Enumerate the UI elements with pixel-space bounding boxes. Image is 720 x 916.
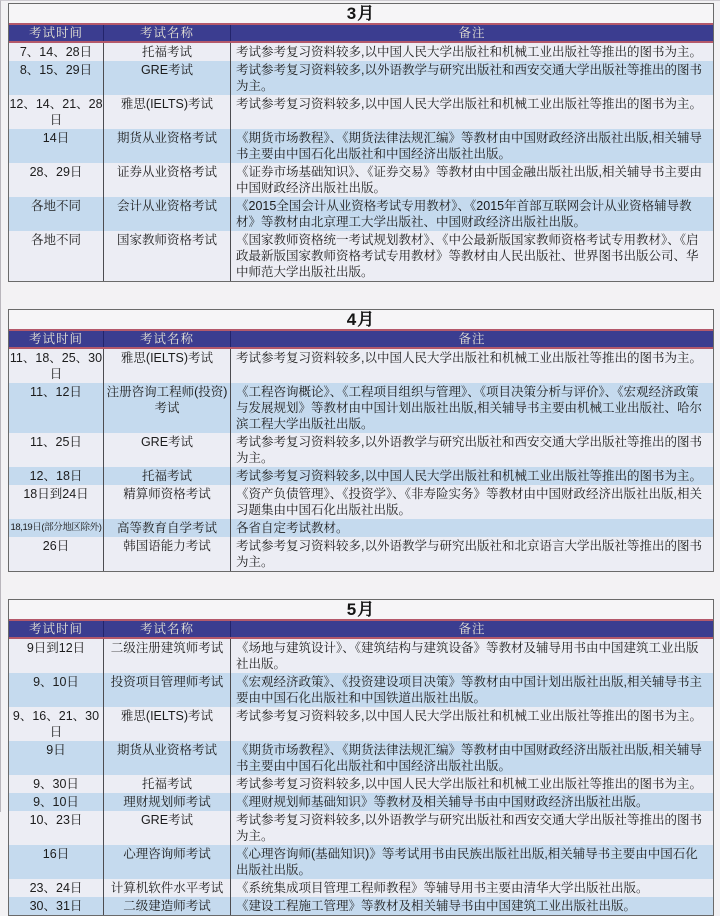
exam-note-cell: 《证券市场基础知识》、《证券交易》等教材由中国金融出版社出版,相关辅导书主要由中国财政经济出版社出版。 [230,163,713,197]
exam-name-cell: 高等教育自学考试 [103,519,230,537]
exam-name-cell: 期货从业资格考试 [103,129,230,163]
exam-time-cell: 18,19日(部分地区除外) [10,522,102,533]
april-exam-table [8,309,714,572]
col-header-exam-time: 考试时间 [28,622,83,636]
exam-name-cell: GRE考试 [103,811,230,845]
col-header-notes: 备注 [230,331,713,347]
table-title-may: 5月 [346,600,376,619]
table-row [9,231,713,281]
table-header-row [9,619,713,639]
exam-note-cell: 《资产负债管理》、《投资学》、《非寿险实务》等教材由中国财政经济出版社出版,相关习题集由中国石化出版社出版。 [230,485,713,519]
exam-time-cell: 18日到24日 [23,487,89,501]
exam-time-cell: 9、30日 [33,777,79,791]
exam-name-cell: 注册咨询工程师(投资)考试 [103,383,230,433]
exam-name-cell: 心理咨询师考试 [103,845,230,879]
table-row [9,163,713,197]
exam-time-cell: 12、18日 [29,469,83,483]
exam-note-cell: 考试参考复习资料较多,以中国人民大学出版社和机械工业出版社等推出的图书为主。 [230,707,713,741]
exam-note-cell: 《2015全国会计从业资格考试专用教材》、《2015年首部互联网会计从业资格辅导教材》等教材由北京理工大学出版社、中国财政经济出版社出版。 [230,197,713,231]
exam-name-cell: 投资项目管理师考试 [103,673,230,707]
table-title-april: 4月 [346,310,376,329]
may-exam-table [8,599,714,916]
col-header-notes: 备注 [230,25,713,41]
exam-note-cell: 考试参考复习资料较多,以中国人民大学出版社和机械工业出版社等推出的图书为主。 [230,349,713,383]
col-header-exam-time: 考试时间 [28,26,83,40]
table-row [9,349,713,383]
exam-time-cell: 9、10日 [33,795,79,809]
table-row [9,433,713,467]
exam-note-cell: 各省自定考试教材。 [230,519,713,537]
table-title-march: 3月 [346,4,376,23]
march-exam-table [8,3,714,282]
exam-time-cell: 9日到12日 [26,641,86,655]
exam-note-cell: 考试参考复习资料较多,以外语教学与研究出版社和北京语言大学出版社等推出的图书为主。 [230,537,713,571]
exam-note-cell: 《建设工程施工管理》等教材及相关辅导书由中国建筑工业出版社出版。 [230,897,713,915]
table-row [9,519,713,537]
table-row [9,639,713,673]
table-body-april [9,349,713,571]
exam-time-cell: 7、14、28日 [19,45,93,59]
exam-name-cell: 计算机软件水平考试 [103,879,230,897]
table-row [9,129,713,163]
exam-note-cell: 考试参考复习资料较多,以中国人民大学出版社和机械工业出版社等推出的图书为主。 [230,95,713,129]
exam-time-cell: 11、18、25、30日 [9,351,103,381]
table-header-row [9,329,713,349]
exam-note-cell: 考试参考复习资料较多,以外语教学与研究出版社和西安交通大学出版社等推出的图书为主。 [230,433,713,467]
exam-note-cell: 考试参考复习资料较多,以中国人民大学出版社和机械工业出版社等推出的图书为主。 [230,467,713,485]
exam-time-cell: 26日 [42,539,70,553]
exam-name-cell: GRE考试 [103,433,230,467]
table-body-march [9,43,713,281]
exam-name-cell: 精算师资格考试 [103,485,230,519]
table-row [9,811,713,845]
exam-note-cell: 考试参考复习资料较多,以外语教学与研究出版社和西安交通大学出版社等推出的图书为主。 [230,811,713,845]
table-row [9,673,713,707]
exam-time-cell: 8、15、29日 [19,63,93,77]
exam-note-cell: 《期货市场教程》、《期货法律法规汇编》等教材由中国财政经济出版社出版,相关辅导书主要由中国石化出版社和中国经济出版社出版。 [230,129,713,163]
exam-time-cell: 9、16、21、30日 [12,709,100,739]
exam-name-cell: 理财规划师考试 [103,793,230,811]
col-header-exam-name: 考试名称 [103,25,230,41]
table-row [9,537,713,571]
exam-time-cell: 9、10日 [33,675,79,689]
exam-note-cell: 《宏观经济政策》、《投资建设项目决策》等教材由中国计划出版社出版,相关辅导书主要由中国石化出版社和中国铁道出版社出版。 [230,673,713,707]
exam-time-cell: 各地不同 [30,233,81,247]
exam-name-cell: 二级建造师考试 [103,897,230,915]
table-row [9,897,713,915]
exam-time-cell: 10、23日 [29,813,83,827]
table-row [9,485,713,519]
exam-name-cell: 雅思(IELTS)考试 [103,707,230,741]
exam-name-cell: 雅思(IELTS)考试 [103,95,230,129]
exam-name-cell: 托福考试 [103,775,230,793]
table-row [9,467,713,485]
table-row [9,61,713,95]
table-row [9,793,713,811]
col-header-exam-name: 考试名称 [103,621,230,637]
exam-name-cell: GRE考试 [103,61,230,95]
exam-note-cell: 《心理咨询师(基础知识)》等考试用书由民族出版社出版,相关辅导书主要由中国石化出版社出版。 [230,845,713,879]
table-row [9,95,713,129]
table-row [9,879,713,897]
exam-time-cell: 11、12日 [30,385,82,399]
col-header-exam-name: 考试名称 [103,331,230,347]
exam-name-cell: 雅思(IELTS)考试 [103,349,230,383]
exam-name-cell: 证券从业资格考试 [103,163,230,197]
table-row [9,707,713,741]
table-row [9,197,713,231]
exam-time-cell: 9日 [46,743,66,757]
table-row [9,845,713,879]
exam-time-cell: 23、24日 [29,881,83,895]
exam-name-cell: 二级注册建筑师考试 [103,639,230,673]
exam-note-cell: 《理财规划师基础知识》等教材及相关辅导书由中国财政经济出版社出版。 [230,793,713,811]
table-body-may [9,639,713,915]
exam-note-cell: 《期货市场教程》、《期货法律法规汇编》等教材由中国财政经济出版社出版,相关辅导书主要由中国石化出版社和中国经济出版社出版。 [230,741,713,775]
table-row [9,775,713,793]
exam-time-cell: 11、25日 [30,435,82,449]
exam-name-cell: 托福考试 [103,467,230,485]
table-header-row [9,23,713,43]
exam-note-cell: 《系统集成项目管理工程师教程》等辅导用书主要由清华大学出版社出版。 [230,879,713,897]
exam-name-cell: 托福考试 [103,43,230,61]
exam-name-cell: 会计从业资格考试 [103,197,230,231]
exam-note-cell: 《场地与建筑设计》、《建筑结构与建筑设备》等教材及辅导用书由中国建筑工业出版社出版。 [230,639,713,673]
exam-note-cell: 考试参考复习资料较多,以外语教学与研究出版社和西安交通大学出版社等推出的图书为主。 [230,61,713,95]
exam-note-cell: 考试参考复习资料较多,以中国人民大学出版社和机械工业出版社等推出的图书为主。 [230,43,713,61]
exam-time-cell: 12、14、21、28日 [9,97,103,127]
exam-name-cell: 期货从业资格考试 [103,741,230,775]
exam-time-cell: 30、31日 [29,899,83,913]
col-header-notes: 备注 [230,621,713,637]
table-row [9,741,713,775]
exam-time-cell: 28、29日 [29,165,83,179]
exam-name-cell: 国家教师资格考试 [103,231,230,281]
table-row [9,43,713,61]
col-header-exam-time: 考试时间 [28,332,83,346]
exam-time-cell: 16日 [42,847,70,861]
exam-time-cell: 14日 [42,131,70,145]
exam-note-cell: 考试参考复习资料较多,以中国人民大学出版社和机械工业出版社等推出的图书为主。 [230,775,713,793]
table-row [9,383,713,433]
exam-note-cell: 《国家教师资格统一考试规划教材》、《中公最新版国家教师资格考试专用教材》、《启政最新版国家教师资格考试专用教材》等教材由人民出版社、世界图书出版公司、华中师范大学出版社出版。 [230,231,713,281]
exam-time-cell: 各地不同 [30,199,81,213]
exam-name-cell: 韩国语能力考试 [103,537,230,571]
exam-note-cell: 《工程咨询概论》、《工程项目组织与管理》、《项目决策分析与评价》、《宏观经济政策与发展规划》等教材由中国计划出版社出版,相关辅导书主要由机械工业出版社、哈尔滨工程大学出版社出版。 [230,383,713,433]
